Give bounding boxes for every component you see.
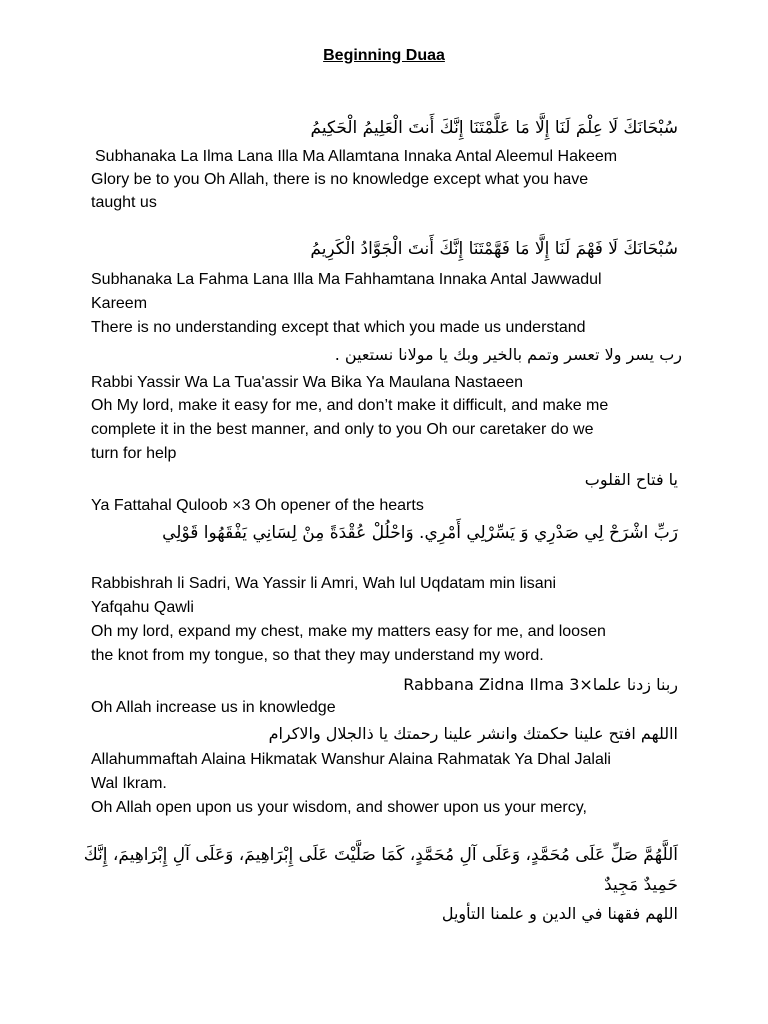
dua1-translation-line2: taught us [91, 194, 157, 211]
dua5-translation-line2: the knot from my tongue, so that they may understand my word. [91, 647, 544, 664]
dua5-arabic: رَبِّ اشْرَحْ لِي صَدْرِي وَ يَسِّرْلِي أَمْرِي. وَاحْلُلْ عُقْدَةً مِنْ لِسَانِي يَفْقَهُوا قَوْلِي [162, 523, 678, 543]
dua5-transliteration-line2: Yafqahu Qawli [91, 599, 194, 616]
dua4-line: Ya Fattahal Quloob ×3 Oh opener of the hearts [91, 497, 424, 514]
dua8-arabic-line2: حَمِيدٌ مَجِيدٌ [604, 875, 678, 895]
dua8-arabic-line1: اَللَّهُمَّ صَلِّ عَلَى مُحَمَّدٍ، وَعَلَى آلِ مُحَمَّدٍ، كَمَا صَلَّيْتَ عَلَى إِبْرَاهِيمَ، وَعَلَى آلِ إِبْرَاهِيمَ، إِنَّكَ [83, 845, 678, 865]
dua5-translation-line1: Oh my lord, expand my chest, make my matters easy for me, and loosen [91, 623, 606, 640]
dua1-translation-line1: Glory be to you Oh Allah, there is no knowledge except what you have [91, 171, 589, 188]
dua3-translation-line3: turn for help [91, 445, 177, 462]
dua6-translation: Oh Allah increase us in knowledge [91, 699, 336, 716]
dua2-transliteration-line1: Subhanaka La Fahma Lana Illa Ma Fahhamtana Innaka Antal Jawwadul [91, 271, 602, 288]
dua2-translation: There is no understanding except that which you made us understand [91, 319, 586, 336]
dua7-transliteration-line1: Allahummaftah Alaina Hikmatak Wanshur Alaina Rahmatak Ya Dhal Jalali [91, 751, 611, 768]
dua1-arabic: سُبْحَانَكَ لَا عِلْمَ لَنَا إِلَّا مَا عَلَّمْتَنَا إِنَّكَ أَنتَ الْعَلِيمُ الْحَكِيمُ [310, 118, 678, 138]
dua7-translation: Oh Allah open upon us your wisdom, and shower upon us your mercy, [91, 799, 587, 816]
dua6-line: ربنا زدنا علما×3 Rabbana Zidna Ilma [403, 675, 678, 694]
dua3-translation-line1: Oh My lord, make it easy for me, and don’t make it difficult, and make me [91, 397, 609, 414]
dua4-arabic: يا فتاح القلوب [584, 470, 678, 489]
dua3-arabic: رب يسر ولا تعسر وتمم بالخير وبك يا مولانا نستعين . [334, 345, 682, 364]
dua7-transliteration-line2: Wal Ikram. [91, 775, 167, 792]
dua7-arabic: االلهم افتح علينا حكمتك وانشر علينا رحمتك يا ذالجلال والاكرام [268, 724, 678, 743]
dua3-transliteration: Rabbi Yassir Wa La Tua'assir Wa Bika Ya Maulana Nastaeen [91, 374, 524, 391]
dua1-transliteration: Subhanaka La Ilma Lana Illa Ma Allamtana Innaka Antal Aleemul Hakeem [95, 148, 618, 165]
dua2-transliteration-line2: Kareem [91, 295, 148, 312]
dua3-translation-line2: complete it in the best manner, and only to you Oh our caretaker do we [91, 421, 594, 438]
dua8-arabic-line3: اللهم فقهنا في الدين و علمنا التأويل [441, 904, 678, 923]
page-title: Beginning Duaa [323, 47, 445, 64]
dua5-transliteration-line1: Rabbishrah li Sadri, Wa Yassir li Amri, Wah lul Uqdatam min lisani [91, 575, 557, 592]
dua2-arabic: سُبْحَانَكَ لَا فَهْمَ لَنَا إِلَّا مَا فَهَّمْتَنَا إِنَّكَ أَنتَ الْجَوَّادُ الْكَرِيمُ [310, 239, 678, 259]
